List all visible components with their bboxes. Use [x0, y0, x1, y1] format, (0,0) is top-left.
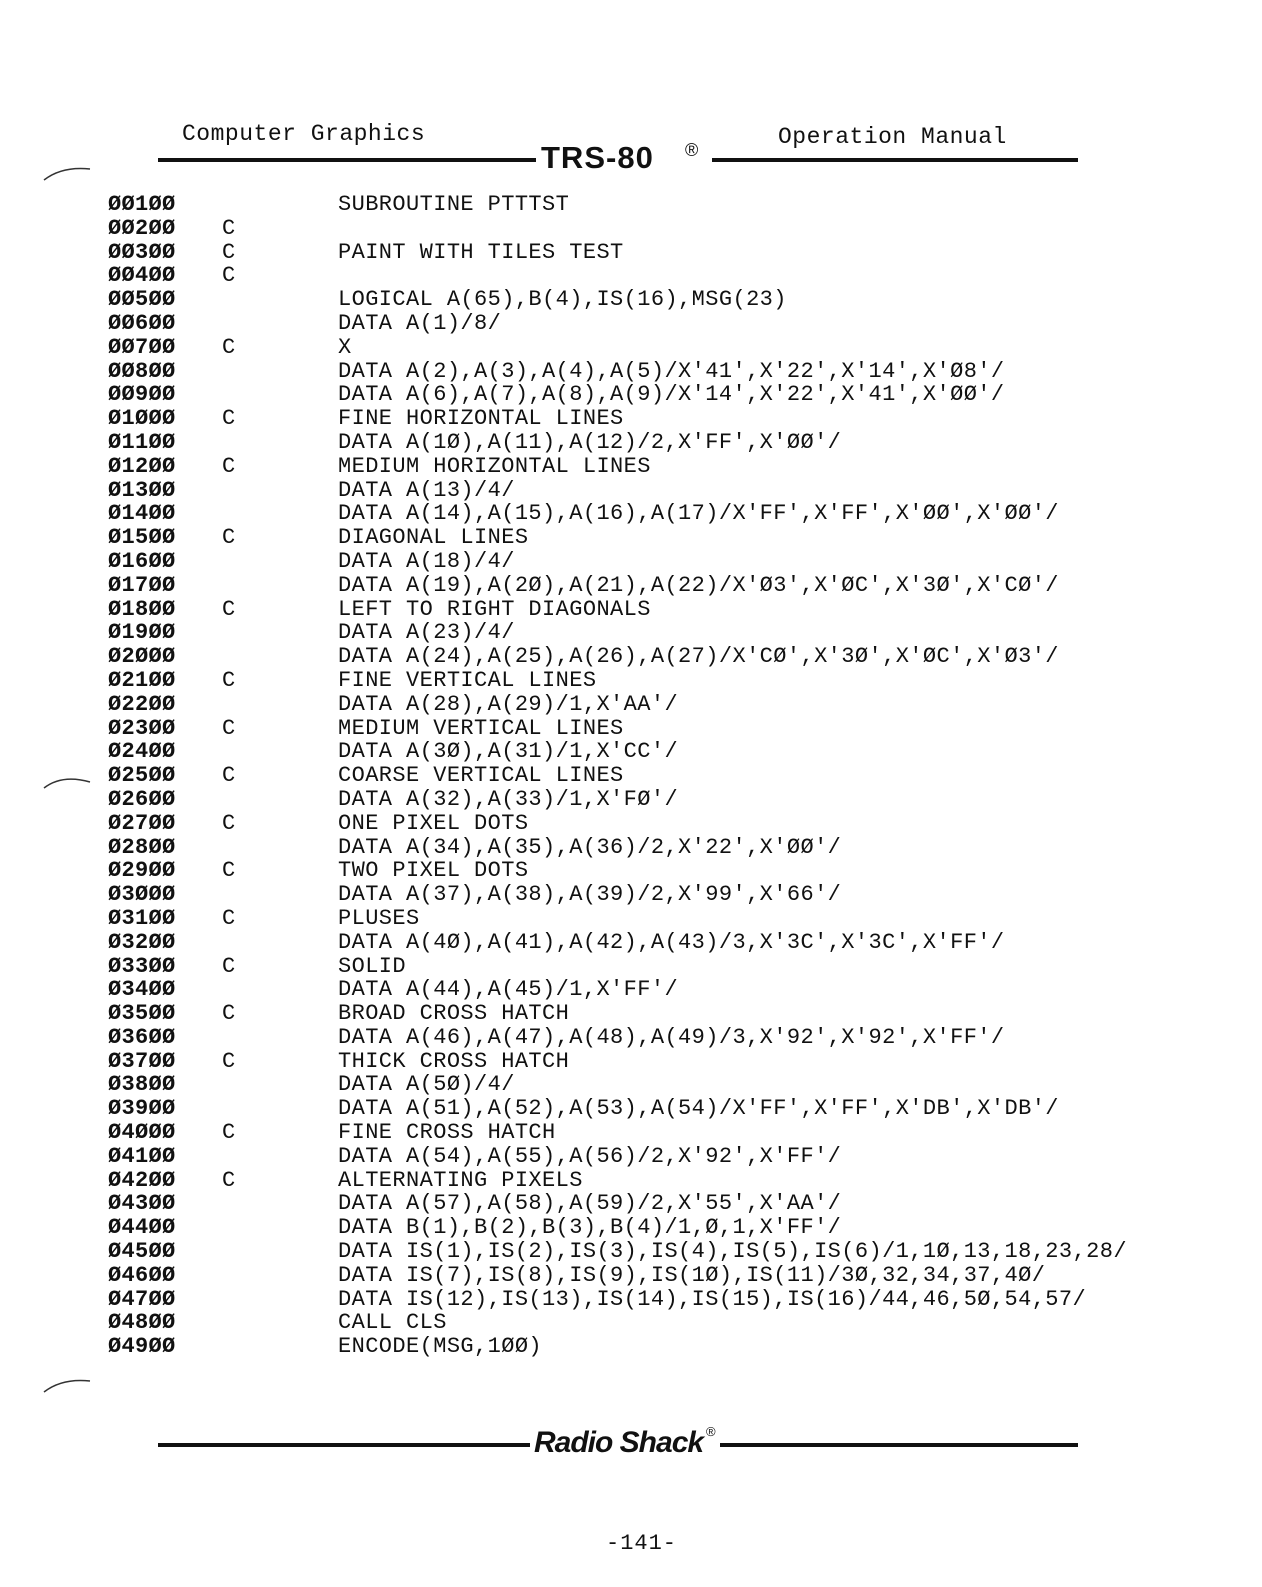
- line-number: Ø43ØØ: [108, 1191, 176, 1217]
- line-number: Ø49ØØ: [108, 1334, 176, 1360]
- trs80-logo: TRS-80: [541, 140, 654, 175]
- listing-line: [108, 931, 1218, 955]
- listing-line: [108, 431, 1218, 455]
- line-number: Ø3ØØØ: [108, 882, 176, 908]
- listing-line: [108, 336, 1218, 360]
- listing-line: [108, 717, 1218, 741]
- comment-marker: C: [222, 1167, 236, 1193]
- line-number: Ø48ØØ: [108, 1310, 176, 1336]
- line-number: Ø33ØØ: [108, 953, 176, 979]
- listing-line: [108, 360, 1218, 384]
- code-statement: SOLID: [338, 953, 407, 979]
- line-number: Ø25ØØ: [108, 763, 176, 789]
- listing-line: [108, 740, 1218, 764]
- code-statement: DATA IS(1),IS(2),IS(3),IS(4),IS(5),IS(6)/1,1Ø,13,18,23,28/: [338, 1239, 1127, 1265]
- line-number: ØØ9ØØ: [108, 382, 176, 408]
- code-statement: DATA A(57),A(58),A(59)/2,X'55',X'AA'/: [338, 1191, 842, 1217]
- code-statement: LOGICAL A(65),B(4),IS(16),MSG(23): [338, 287, 787, 313]
- line-number: Ø24ØØ: [108, 739, 176, 765]
- line-number: ØØ2ØØ: [108, 215, 176, 241]
- line-number: Ø36ØØ: [108, 1024, 176, 1050]
- page-number: -141-: [606, 1531, 678, 1556]
- code-statement: DATA B(1),B(2),B(3),B(4)/1,Ø,1,X'FF'/: [338, 1215, 842, 1241]
- code-statement: DATA A(46),A(47),A(48),A(49)/3,X'92',X'92',X'FF'/: [338, 1024, 1005, 1050]
- comment-marker: C: [222, 334, 236, 360]
- line-number: Ø2ØØØ: [108, 644, 176, 670]
- comment-marker: C: [222, 525, 236, 551]
- code-statement: ALTERNATING PIXELS: [338, 1167, 583, 1193]
- listing-line: [108, 455, 1218, 479]
- comment-marker: C: [222, 905, 236, 931]
- listing-line: [108, 217, 1218, 241]
- header-rule-right: [712, 158, 1078, 162]
- comment-marker: C: [222, 763, 236, 789]
- binder-hole-mark-bottom: [40, 1376, 96, 1394]
- line-number: Ø17ØØ: [108, 572, 176, 598]
- radio-shack-logo: Radio Shack: [534, 1426, 704, 1459]
- line-number: ØØ3ØØ: [108, 239, 176, 265]
- code-statement: FINE CROSS HATCH: [338, 1120, 556, 1146]
- comment-marker: C: [222, 1120, 236, 1146]
- listing-line: [108, 1097, 1218, 1121]
- header-right-title: Operation Manual: [778, 124, 1007, 150]
- code-statement: LEFT TO RIGHT DIAGONALS: [338, 596, 651, 622]
- line-number: Ø31ØØ: [108, 905, 176, 931]
- radio-shack-registered-mark: ®: [706, 1424, 716, 1439]
- comment-marker: C: [222, 1001, 236, 1027]
- fortran-listing: [108, 193, 1218, 1359]
- line-number: Ø38ØØ: [108, 1072, 176, 1098]
- line-number: Ø19ØØ: [108, 620, 176, 646]
- listing-line: [108, 812, 1218, 836]
- listing-line: [108, 479, 1218, 503]
- line-number: Ø45ØØ: [108, 1239, 176, 1265]
- code-statement: DATA A(37),A(38),A(39)/2,X'99',X'66'/: [338, 882, 842, 908]
- line-number: ØØ6ØØ: [108, 310, 176, 336]
- listing-line: [108, 1216, 1218, 1240]
- line-number: Ø47ØØ: [108, 1286, 176, 1312]
- listing-line: [108, 788, 1218, 812]
- code-statement: X: [338, 334, 352, 360]
- listing-line: [108, 550, 1218, 574]
- line-number: Ø46ØØ: [108, 1262, 176, 1288]
- line-number: ØØ7ØØ: [108, 334, 176, 360]
- listing-line: [108, 312, 1218, 336]
- code-statement: DATA A(54),A(55),A(56)/2,X'92',X'FF'/: [338, 1143, 842, 1169]
- listing-line: [108, 1288, 1218, 1312]
- line-number: Ø39ØØ: [108, 1096, 176, 1122]
- line-number: ØØ4ØØ: [108, 263, 176, 289]
- code-statement: DATA A(2),A(3),A(4),A(5)/X'41',X'22',X'14',X'Ø8'/: [338, 358, 1005, 384]
- code-statement: DATA A(1Ø),A(11),A(12)/2,X'FF',X'ØØ'/: [338, 429, 842, 455]
- line-number: Ø32ØØ: [108, 929, 176, 955]
- code-statement: COARSE VERTICAL LINES: [338, 763, 624, 789]
- line-number: Ø44ØØ: [108, 1215, 176, 1241]
- line-number: Ø12ØØ: [108, 453, 176, 479]
- listing-line: [108, 1145, 1218, 1169]
- listing-line: [108, 859, 1218, 883]
- code-statement: DATA A(3Ø),A(31)/1,X'CC'/: [338, 739, 679, 765]
- code-statement: DATA A(18)/4/: [338, 548, 515, 574]
- line-number: Ø35ØØ: [108, 1001, 176, 1027]
- line-number: Ø16ØØ: [108, 548, 176, 574]
- listing-line: [108, 241, 1218, 265]
- code-statement: FINE HORIZONTAL LINES: [338, 406, 624, 432]
- code-statement: DATA A(23)/4/: [338, 620, 515, 646]
- code-statement: THICK CROSS HATCH: [338, 1048, 570, 1074]
- listing-line: [108, 288, 1218, 312]
- listing-line: [108, 1121, 1218, 1145]
- comment-marker: C: [222, 667, 236, 693]
- comment-marker: C: [222, 596, 236, 622]
- line-number: Ø37ØØ: [108, 1048, 176, 1074]
- comment-marker: C: [222, 406, 236, 432]
- code-statement: DATA A(28),A(29)/1,X'AA'/: [338, 691, 679, 717]
- line-number: Ø26ØØ: [108, 786, 176, 812]
- code-statement: DATA A(6),A(7),A(8),A(9)/X'14',X'22',X'41',X'ØØ'/: [338, 382, 1005, 408]
- code-statement: DATA A(1)/8/: [338, 310, 502, 336]
- listing-line: [108, 1192, 1218, 1216]
- listing-line: [108, 264, 1218, 288]
- line-number: ØØ8ØØ: [108, 358, 176, 384]
- listing-line: [108, 764, 1218, 788]
- footer-rule-right: [720, 1443, 1078, 1447]
- code-statement: DATA A(19),A(2Ø),A(21),A(22)/X'Ø3',X'ØC',X'3Ø',X'CØ'/: [338, 572, 1059, 598]
- listing-line: [108, 407, 1218, 431]
- line-number: Ø42ØØ: [108, 1167, 176, 1193]
- listing-line: [108, 1169, 1218, 1193]
- line-number: Ø41ØØ: [108, 1143, 176, 1169]
- code-statement: DATA A(14),A(15),A(16),A(17)/X'FF',X'FF',X'ØØ',X'ØØ'/: [338, 501, 1059, 527]
- line-number: Ø27ØØ: [108, 810, 176, 836]
- comment-marker: C: [222, 858, 236, 884]
- listing-line: [108, 907, 1218, 931]
- code-statement: BROAD CROSS HATCH: [338, 1001, 570, 1027]
- listing-line: [108, 1335, 1218, 1359]
- listing-line: [108, 836, 1218, 860]
- line-number: Ø14ØØ: [108, 501, 176, 527]
- code-statement: DATA A(13)/4/: [338, 477, 515, 503]
- line-number: Ø13ØØ: [108, 477, 176, 503]
- code-statement: CALL CLS: [338, 1310, 447, 1336]
- listing-line: [108, 1002, 1218, 1026]
- listing-line: [108, 574, 1218, 598]
- code-statement: ENCODE(MSG,1ØØ): [338, 1334, 543, 1360]
- line-number: Ø23ØØ: [108, 715, 176, 741]
- line-number: ØØ1ØØ: [108, 192, 176, 217]
- listing-line: [108, 526, 1218, 550]
- comment-marker: C: [222, 715, 236, 741]
- listing-line: [108, 669, 1218, 693]
- code-statement: PAINT WITH TILES TEST: [338, 239, 624, 265]
- line-number: Ø21ØØ: [108, 667, 176, 693]
- code-statement: TWO PIXEL DOTS: [338, 858, 529, 884]
- code-statement: DATA A(5Ø)/4/: [338, 1072, 515, 1098]
- listing-line: [108, 955, 1218, 979]
- comment-marker: C: [222, 263, 236, 289]
- code-statement: MEDIUM VERTICAL LINES: [338, 715, 624, 741]
- code-statement: ONE PIXEL DOTS: [338, 810, 529, 836]
- listing-line: [108, 978, 1218, 1002]
- comment-marker: C: [222, 453, 236, 479]
- line-number: Ø18ØØ: [108, 596, 176, 622]
- line-number: Ø28ØØ: [108, 834, 176, 860]
- listing-line: [108, 193, 1218, 217]
- listing-line: [108, 621, 1218, 645]
- footer-rule-left: [158, 1443, 530, 1447]
- listing-line: [108, 1050, 1218, 1074]
- code-statement: FINE VERTICAL LINES: [338, 667, 597, 693]
- code-statement: DATA A(32),A(33)/1,X'FØ'/: [338, 786, 679, 812]
- trs80-registered-mark: ®: [685, 140, 699, 160]
- listing-line: [108, 1026, 1218, 1050]
- code-statement: DATA IS(7),IS(8),IS(9),IS(1Ø),IS(11)/3Ø,32,34,37,4Ø/: [338, 1262, 1046, 1288]
- listing-line: [108, 1311, 1218, 1335]
- code-statement: DIAGONAL LINES: [338, 525, 529, 551]
- code-statement: DATA IS(12),IS(13),IS(14),IS(15),IS(16)/44,46,5Ø,54,57/: [338, 1286, 1087, 1312]
- code-statement: DATA A(4Ø),A(41),A(42),A(43)/3,X'3C',X'3C',X'FF'/: [338, 929, 1005, 955]
- listing-line: [108, 598, 1218, 622]
- listing-line: [108, 645, 1218, 669]
- code-statement: DATA A(34),A(35),A(36)/2,X'22',X'ØØ'/: [338, 834, 842, 860]
- listing-line: [108, 1073, 1218, 1097]
- listing-line: [108, 502, 1218, 526]
- line-number: ØØ5ØØ: [108, 287, 176, 313]
- line-number: Ø11ØØ: [108, 429, 176, 455]
- listing-line: [108, 883, 1218, 907]
- listing-line: [108, 1240, 1218, 1264]
- listing-line: [108, 693, 1218, 717]
- listing-line: [108, 383, 1218, 407]
- line-number: Ø1ØØØ: [108, 406, 176, 432]
- code-statement: DATA A(44),A(45)/1,X'FF'/: [338, 977, 679, 1003]
- line-number: Ø4ØØØ: [108, 1120, 176, 1146]
- header-left-title: Computer Graphics: [182, 121, 426, 147]
- binder-hole-mark-top: [40, 164, 96, 182]
- code-statement: MEDIUM HORIZONTAL LINES: [338, 453, 651, 479]
- header-rule-left: [158, 158, 536, 162]
- listing-line: [108, 1264, 1218, 1288]
- comment-marker: C: [222, 215, 236, 241]
- code-statement: DATA A(51),A(52),A(53),A(54)/X'FF',X'FF',X'DB',X'DB'/: [338, 1096, 1059, 1122]
- line-number: Ø22ØØ: [108, 691, 176, 717]
- code-statement: PLUSES: [338, 905, 420, 931]
- comment-marker: C: [222, 239, 236, 265]
- binder-hole-mark-middle: [40, 772, 96, 790]
- code-statement: DATA A(24),A(25),A(26),A(27)/X'CØ',X'3Ø',X'ØC',X'Ø3'/: [338, 644, 1059, 670]
- comment-marker: C: [222, 810, 236, 836]
- line-number: Ø29ØØ: [108, 858, 176, 884]
- line-number: Ø34ØØ: [108, 977, 176, 1003]
- line-number: Ø15ØØ: [108, 525, 176, 551]
- comment-marker: C: [222, 1048, 236, 1074]
- comment-marker: C: [222, 953, 236, 979]
- code-statement: SUBROUTINE PTTTST: [338, 192, 570, 217]
